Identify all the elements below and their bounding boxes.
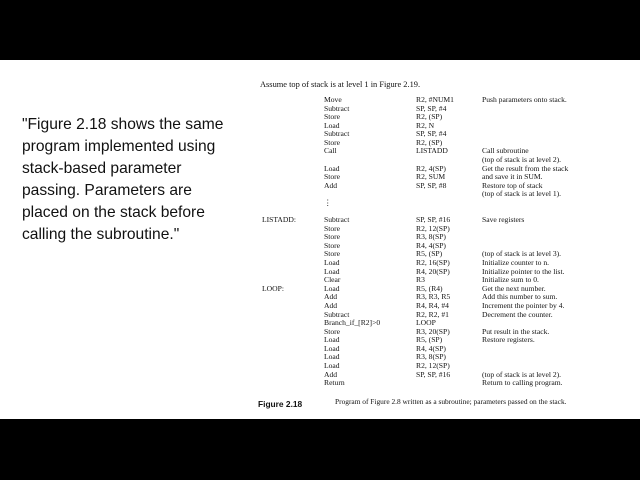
- textbook-page: [240, 60, 640, 419]
- code-operands: LOOP: [416, 318, 436, 328]
- code-comment: Save registers: [482, 215, 525, 225]
- code-comment: Initialize pointer to the list.: [482, 266, 565, 276]
- code-operands: R2, (SP): [416, 112, 443, 122]
- code-instruction: Add: [324, 292, 338, 302]
- code-operands: R2, 16(SP): [416, 258, 450, 268]
- code-operands: R4, 4(SP): [416, 343, 446, 353]
- code-label: LOOP:: [262, 283, 284, 293]
- code-instruction: Load: [324, 266, 340, 276]
- code-instruction: ⋮: [324, 197, 332, 207]
- code-instruction: Call: [324, 146, 337, 156]
- code-operands: SP, SP, #4: [416, 103, 447, 113]
- code-comment: Restore registers.: [482, 335, 535, 345]
- code-instruction: Store: [324, 240, 341, 250]
- code-comment: Get the result from the stack: [482, 163, 569, 173]
- code-comment: Restore top of stack: [482, 180, 543, 190]
- code-comment: Return to calling program.: [482, 378, 563, 388]
- code-operands: R5, (SP): [416, 335, 443, 345]
- code-instruction: Store: [324, 232, 341, 242]
- code-comment: Increment the pointer by 4.: [482, 300, 565, 310]
- code-instruction: Add: [324, 180, 338, 190]
- code-instruction: Load: [324, 335, 340, 345]
- code-operands: R5, (R4): [416, 283, 443, 293]
- code-instruction: Branch_if_[R2]>0: [324, 318, 381, 328]
- code-operands: SP, SP, #8: [416, 180, 447, 190]
- code-comment: Get the next number.: [482, 283, 546, 293]
- code-operands: R5, (SP): [416, 249, 443, 259]
- code-operands: R4, R4, #4: [416, 300, 449, 310]
- code-instruction: Subtract: [324, 215, 350, 225]
- code-instruction: Store: [324, 137, 341, 147]
- code-instruction: Store: [324, 112, 341, 122]
- code-instruction: Subtract: [324, 103, 350, 113]
- code-operands: LISTADD: [416, 146, 448, 156]
- slide: [0, 60, 640, 419]
- code-comment: Add this number to sum.: [482, 292, 558, 302]
- code-comment: Initialize sum to 0.: [482, 275, 539, 285]
- code-operands: R2, (SP): [416, 137, 443, 147]
- code-comment: (top of stack is at level 1).: [482, 189, 562, 199]
- code-operands: R3: [416, 275, 425, 285]
- code-instruction: Load: [324, 258, 340, 268]
- code-operands: SP, SP, #4: [416, 129, 447, 139]
- code-comment: Decrement the counter.: [482, 309, 553, 319]
- code-comment: (top of stack is at level 3).: [482, 249, 562, 259]
- code-comment: Put result in the stack.: [482, 326, 550, 336]
- figure-caption: Program of Figure 2.8 written as a subroutine; parameters passed on the stack.: [335, 397, 567, 406]
- code-instruction: Add: [324, 300, 338, 310]
- code-instruction: Clear: [324, 275, 341, 285]
- code-operands: R4, 4(SP): [416, 240, 446, 250]
- code-operands: R2, #NUM1: [416, 95, 454, 104]
- code-instruction: Load: [324, 352, 340, 362]
- code-operands: R2, 12(SP): [416, 223, 450, 233]
- figure-label: Figure 2.18: [258, 399, 303, 409]
- code-instruction: Add: [324, 369, 338, 379]
- code-comment: (top of stack is at level 2).: [482, 369, 562, 379]
- code-instruction: Store: [324, 249, 341, 259]
- code-comment: and save it in SUM.: [482, 172, 543, 182]
- code-operands: SP, SP, #16: [416, 369, 451, 379]
- code-instruction: Load: [324, 360, 340, 370]
- code-operands: R2, SUM: [416, 172, 446, 182]
- assumption-note: Assume top of stack is at level 1 in Figure 2.19.: [260, 80, 421, 89]
- code-instruction: Subtract: [324, 129, 350, 139]
- letterbox-bar: [0, 419, 640, 480]
- code-label: LISTADD:: [262, 215, 296, 225]
- code-operands: R3, 8(SP): [416, 232, 446, 242]
- code-operands: R2, R2, #1: [416, 309, 449, 319]
- code-instruction: Move: [324, 95, 342, 104]
- quote-text: "Figure 2.18 shows the same program implemented using stack-based parameter passing. Parameters are placed on the stack before calling the subroutine.": [22, 116, 224, 243]
- code-operands: R2, 12(SP): [416, 360, 450, 370]
- code-comment: (top of stack is at level 2).: [482, 155, 562, 165]
- code-instruction: Subtract: [324, 309, 350, 319]
- code-instruction: Return: [324, 378, 345, 388]
- code-instruction: Load: [324, 120, 340, 130]
- code-instruction: Store: [324, 223, 341, 233]
- code-operands: R3, 8(SP): [416, 352, 446, 362]
- code-instruction: Load: [324, 163, 340, 173]
- code-instruction: Load: [324, 283, 340, 293]
- code-operands: R3, 20(SP): [416, 326, 450, 336]
- code-operands: SP, SP, #16: [416, 215, 451, 225]
- code-instruction: Load: [324, 343, 340, 353]
- code-operands: R2, 4(SP): [416, 163, 446, 173]
- code-comment: Initialize counter to n.: [482, 258, 550, 268]
- code-operands: R2, N: [416, 120, 435, 130]
- code-comment: Push parameters onto stack.: [482, 95, 567, 104]
- code-instruction: Store: [324, 172, 341, 182]
- code-comment: Call subroutine: [482, 146, 529, 156]
- code-operands: R4, 20(SP): [416, 266, 450, 276]
- code-operands: R3, R3, R5: [416, 292, 451, 302]
- code-instruction: Store: [324, 326, 341, 336]
